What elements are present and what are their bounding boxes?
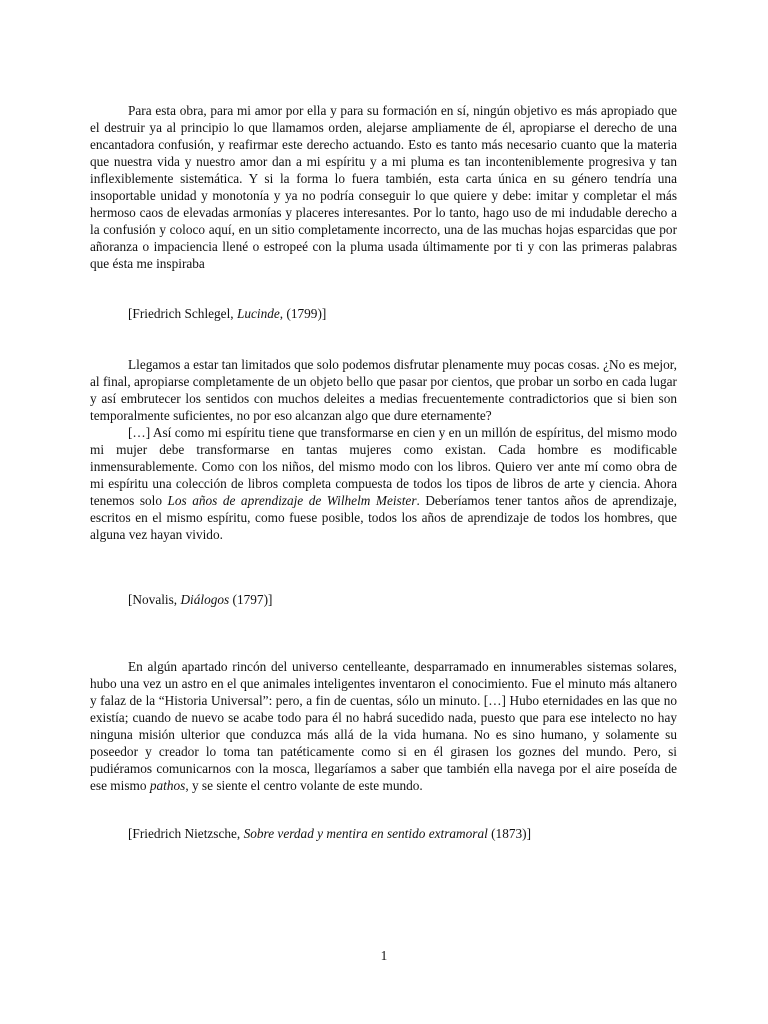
- paragraph: Llegamos a estar tan limitados que solo podemos disfrutar plenamente muy pocas cosas. ¿No es mejor, al final, apropiarse completamente de un objeto bello que pasar por cientos, que probar un sorbo en cada lugar y así embrutecer los sentidos con muchos deleites a medias frecuentemente contradictorios que si bien son temporalmente suficientes, no por eso alcanzan algo que dure eternamente?: [90, 357, 677, 423]
- paragraph: Para esta obra, para mi amor por ella y para su formación en sí, ningún objetivo es más apropiado que el destruir ya al principio lo que llamamos orden, alejarse ampliamente de él, apropiarse el derecho de una encantadora confusión, y reafirmar este derecho actuando. Esto es tanto más necesario cuanto que la materia que nuestra vida y nuestro amor dan a mi espíritu y a mi pluma es tan inconteniblemente progresiva y tan inflexiblemente sistemática. Y si la forma lo fuera también, esta carta única en su género tendría una insoportable unidad y monotonía y ya no podría conseguir lo que quiere y debe: imitar y completar el más hermoso caos de elevadas armonías y placeres interesantes. Por lo tanto, hago uso de mi indudable derecho a la confusión y coloco aquí, en un sitio completamente incorrecto, una de las muchas hojas esparcidas que por añoranza o impaciencia llené o estropeé con la pluma usada últimamente por ti y con las primeras palabras que ésta me inspiraba: [90, 103, 677, 271]
- citation-schlegel: [128, 305, 688, 322]
- paragraph-text: . Deberíamos tener tantos años de aprendizaje, escritos en el mismo espíritu, como fuese posible, todos los años de aprendizaje de todos los hombres, que alguna vez hayan vivido.: [90, 493, 677, 542]
- citation-year: (1873)]: [487, 826, 531, 841]
- citation-author: [Friedrich Schlegel,: [128, 306, 237, 321]
- paragraph: [90, 424, 677, 543]
- paragraph: [90, 658, 677, 794]
- quote-nietzsche: [90, 658, 677, 794]
- emphasis-word: pathos: [149, 778, 186, 793]
- paragraph-text: , y se siente el centro volante de este mundo.: [185, 778, 423, 793]
- citation-author: [Friedrich Nietzsche,: [128, 826, 244, 841]
- citation-title: Diálogos: [180, 592, 230, 607]
- citation-year: , (1799)]: [279, 306, 327, 321]
- citation-year: (1797)]: [229, 592, 273, 607]
- quote-schlegel: [90, 102, 677, 272]
- citation-novalis: [128, 591, 688, 608]
- book-title: Los años de aprendizaje de Wilhelm Meister: [167, 493, 417, 508]
- page-number: 1: [380, 948, 388, 963]
- citation-author: [Novalis,: [128, 592, 181, 607]
- paragraph-text: En algún apartado rincón del universo centelleante, desparramado en innumerables sistemas solares, hubo una vez un astro en el que animales inteligentes inventaron el conocimiento. Fue el minuto más altanero y falaz de la “Historia Universal”: pero, a fin de cuentas, sólo un minuto. […] Hubo eternidades en las que no existía; cuando de nuevo se acabe todo para él no habrá sucedido nada, puesto que para ese intelecto no hay ninguna misión ulterior que conduzca más allá de la vida humana. No es sino humano, y solamente su poseedor y creador lo toma tan patéticamente como si en él girasen los goznes del mundo. Pero, si pudiéramos comunicarnos con la mosca, llegaríamos a saber que también ella navega por el aire poseída de ese mismo: [90, 659, 677, 793]
- quote-novalis: [90, 356, 677, 543]
- citation-nietzsche: [128, 825, 688, 842]
- citation-title: Lucinde: [236, 306, 280, 321]
- citation-title: Sobre verdad y mentira en sentido extramoral: [243, 826, 488, 841]
- paragraph-text: […] Así como mi espíritu tiene que transformarse en cien y en un millón de espíritus, del mismo modo mi mujer debe transformarse en tantas mujeres como existan. Cada hombre es modificable inmensurablemente. Como con los niños, del mismo modo con los libros. Quiero ver ante mí como obra de mi espíritu una colección de libros completa compuesta de todos los tipos de libros de arte y ciencia. Ahora tenemos solo: [90, 425, 677, 508]
